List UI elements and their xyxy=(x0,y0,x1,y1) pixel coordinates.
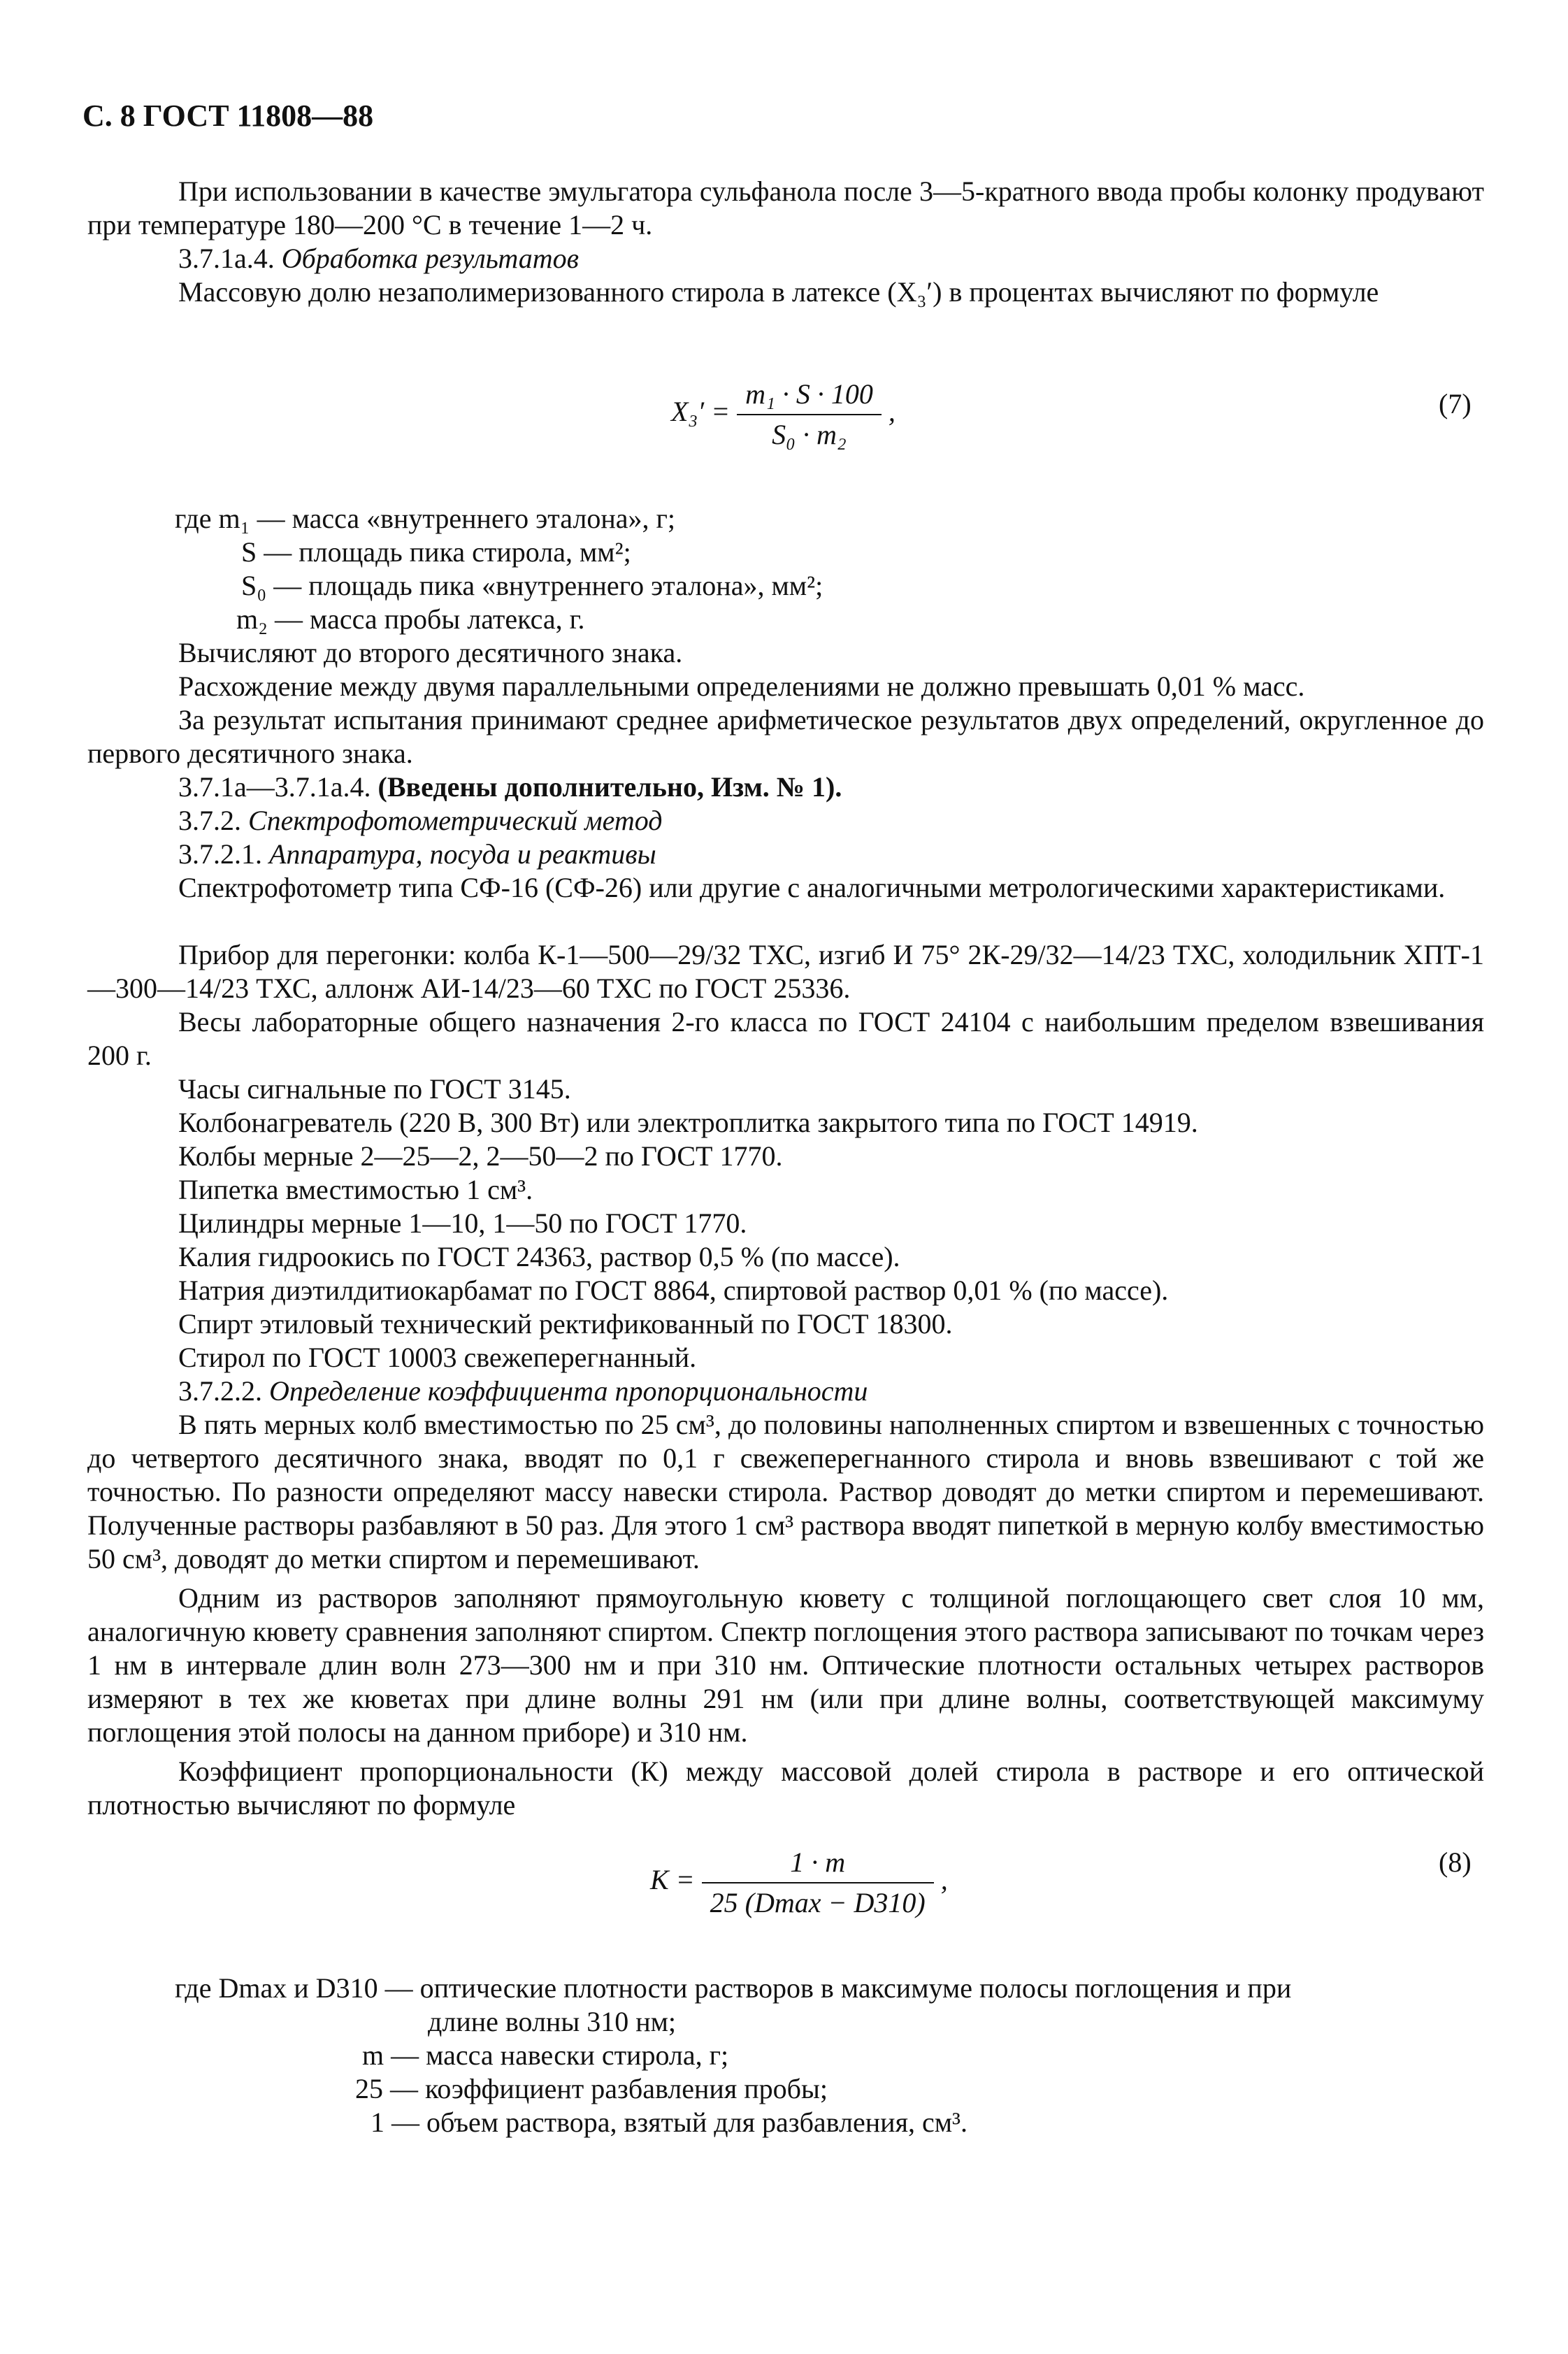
equipment-list-item: Часы сигнальные по ГОСТ 3145. xyxy=(178,1073,571,1105)
amendment-range: 3.7.1а—3.7.1а.4. xyxy=(178,771,371,803)
formula-lhs: K = xyxy=(650,1864,695,1896)
section-3-7-2-1 xyxy=(87,838,1484,871)
equation-number-7: (7) xyxy=(1439,388,1472,419)
formula-fraction xyxy=(702,1846,934,1920)
formula-fraction xyxy=(737,378,882,452)
formula-8-definition: 25 — коэффициент разбавления пробы; xyxy=(355,2073,828,2104)
section-title: Определение коэффициента пропорциональности xyxy=(269,1375,868,1407)
equipment-list-item: Колбы мерные 2—25—2, 2—50—2 по ГОСТ 1770. xyxy=(178,1140,783,1172)
formula-numerator: m₁ · S · 100 xyxy=(737,378,882,415)
paragraph-cuvette: Одним из растворов заполняют прямоугольную кювету с толщиной поглощающего свет слоя 10 мм, аналогичную кювету сравнения заполняют спиртом. Спектр поглощения этого раствора записывают по точкам через 1 нм в интервале длин волн 273—300 нм и при 310 нм. Оптические плотности остальных четырех растворов измеряют в тех же кюветах при длине волны 291 нм (или при длине волны, соответствующей максимуму поглощения этой полосы на данном приборе) и 310 нм. xyxy=(87,1582,1484,1748)
page-header: С. 8 ГОСТ 11808—88 xyxy=(82,99,374,133)
section-3-7-2 xyxy=(87,804,1484,838)
formula-8-definition: где Dmax и D310 — оптические плотности растворов в максимуме полосы поглощения и при xyxy=(175,1972,1292,2004)
formula-8-definition: m — масса навески стирола, г; xyxy=(362,2039,729,2071)
formula-denominator: S₀ · m₂ xyxy=(772,419,847,450)
section-number: 3.7.2.2. xyxy=(178,1375,262,1407)
section-3-7-1a4 xyxy=(87,242,1484,275)
formula-lhs: X₃′ = xyxy=(671,396,731,428)
section-number: 3.7.2.1. xyxy=(178,838,262,870)
equipment-list-item: Стирол по ГОСТ 10003 свежеперегнанный. xyxy=(178,1342,697,1373)
section-number: 3.7.1а.4. xyxy=(178,243,275,274)
equipment-list-item: Колбонагреватель (220 В, 300 Вт) или электроплитка закрытого типа по ГОСТ 14919. xyxy=(178,1107,1198,1138)
equipment-list-item: Натрия диэтилдитиокарбамат по ГОСТ 8864, спиртовой раствор 0,01 % (по массе). xyxy=(178,1275,1169,1306)
formula-8-definition: длине волны 310 нм; xyxy=(428,2006,677,2037)
section-title: Аппаратура, посуда и реактивы xyxy=(269,838,656,870)
section-3-7-2-2 xyxy=(87,1375,1484,1408)
formula-denominator: 25 (Dmax − D310) xyxy=(710,1887,926,1918)
formula-7-definition: S₀ — площадь пика «внутреннего эталона», мм²; xyxy=(241,570,823,601)
formula-7 xyxy=(671,378,896,452)
equipment-list-item: Калия гидроокись по ГОСТ 24363, раствор 0,5 % (по массе). xyxy=(178,1241,900,1272)
equation-number-8: (8) xyxy=(1439,1846,1472,1878)
paragraph-emulsifier: При использовании в качестве эмульгатора сульфанола после 3—5-кратного ввода пробы колонку продувают при температуре 180—200 °С в течение 1—2 ч. xyxy=(87,175,1484,241)
formula-tail: , xyxy=(940,1864,948,1896)
formula-8 xyxy=(650,1846,948,1920)
section-title: Обработка результатов xyxy=(281,243,579,274)
paragraph-flasks: В пять мерных колб вместимостью по 25 см³, до половины наполненных спиртом и взвешенных с точностью до четвертого десятичного знака, вводят по 0,1 г свежеперегнанного стирола и вновь взвешивают с той же точностью. По разности определяют массу навески стирола. Раствор доводят до метки спиртом и перемешивают. Полученные растворы разбавляют в 50 раз. Для этого 1 см³ раствора вводят пипеткой в мерную колбу вместимостью 50 см³, доводят до метки спиртом и перемешивают. xyxy=(87,1409,1484,1574)
formula-7-definition: где m₁ — масса «внутреннего эталона», г; xyxy=(175,503,675,534)
equipment-list-item: Цилиндры мерные 1—10, 1—50 по ГОСТ 1770. xyxy=(178,1207,747,1239)
paragraph-scales: Весы лабораторные общего назначения 2-го класса по ГОСТ 24104 с наибольшим пределом взвешивания 200 г. xyxy=(87,1006,1484,1071)
section-title: Спектрофотометрический метод xyxy=(248,805,663,836)
paragraph-result: За результат испытания принимают среднее арифметическое результатов двух определений, округленное до первого десятичного знака. xyxy=(87,704,1484,769)
equipment-list-item: Спирт этиловый технический ректификованный по ГОСТ 18300. xyxy=(178,1308,953,1340)
formula-7-definition: S — площадь пика стирола, мм²; xyxy=(241,536,631,568)
amendment-note xyxy=(87,770,1484,804)
formula-tail: , xyxy=(888,396,896,428)
paragraph-spectrophotometer: Спектрофотометр типа СФ-16 (СФ-26) или другие с аналогичными метрологическими характеристиками. xyxy=(178,872,1446,903)
amendment-text: (Введены дополнительно, Изм. № 1). xyxy=(377,771,842,803)
paragraph-distillation: Прибор для перегонки: колба К-1—500—29/32 ТХС, изгиб И 75° 2К-29/32—14/23 ТХС, холодильник ХПТ-1—300—14/23 ТХС, аллонж АИ-14/23—60 ТХС по ГОСТ 25336. xyxy=(87,939,1484,1004)
paragraph-styrene-fraction: Массовую долю незаполимеризованного стирола в латексе (X₃′) в процентах вычисляют по формуле xyxy=(178,276,1379,308)
formula-8-definition: 1 — объем раствора, взятый для разбавления, см³. xyxy=(371,2107,968,2138)
equipment-list-item: Пипетка вместимостью 1 см³. xyxy=(178,1174,533,1205)
paragraph-coefficient: Коэффициент пропорциональности (К) между массовой долей стирола в растворе и его оптической плотностью вычисляют по формуле xyxy=(87,1756,1484,1821)
paragraph-discrepancy: Расхождение между двумя параллельными определениями не должно превышать 0,01 % масс. xyxy=(178,670,1305,702)
section-number: 3.7.2. xyxy=(178,805,241,836)
paragraph-precision: Вычисляют до второго десятичного знака. xyxy=(178,637,683,668)
formula-7-definition: m₂ — масса пробы латекса, г. xyxy=(236,603,585,635)
formula-numerator: 1 · m xyxy=(702,1846,934,1883)
